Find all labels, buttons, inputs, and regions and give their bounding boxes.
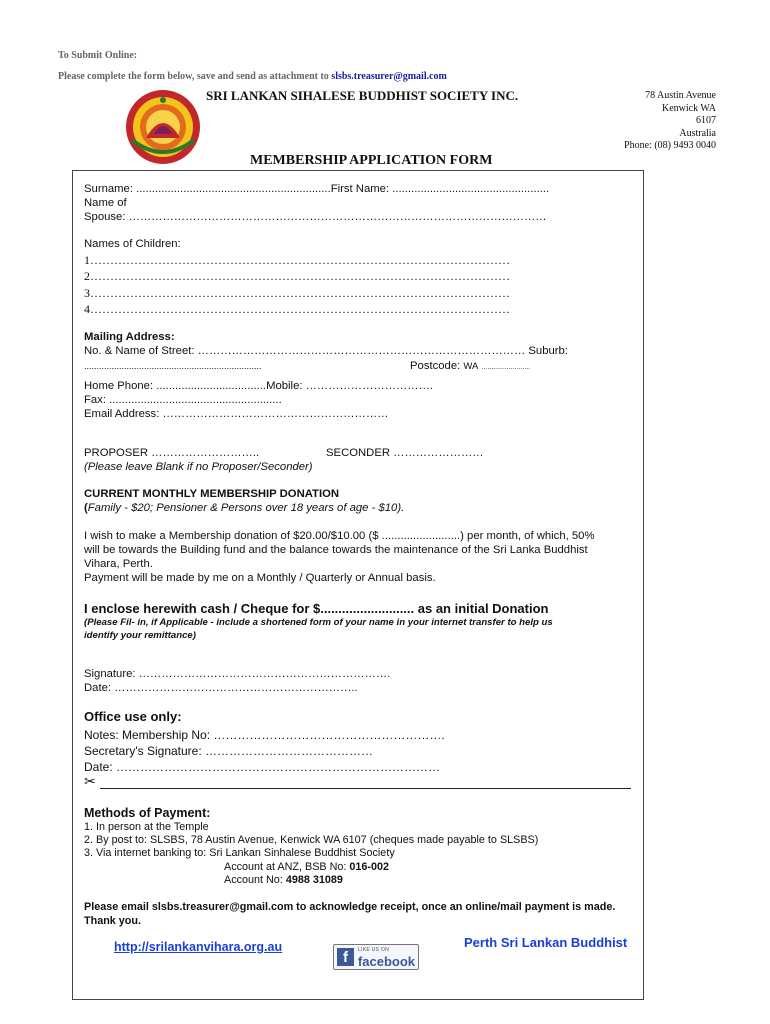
- address-line: Australia: [679, 127, 716, 139]
- form-title: MEMBERSHIP APPLICATION FORM: [250, 153, 493, 168]
- submit-online-heading: To Submit Online:: [58, 50, 138, 61]
- perth-society-link[interactable]: Perth Sri Lankan Buddhist: [464, 935, 628, 950]
- suburb-dots-field[interactable]: .......................................................................: [84, 361, 262, 371]
- donation-paragraph-line-1[interactable]: I wish to make a Membership donation of $20.00/$10.00 ($ .........................) per month, of which, 50%: [84, 530, 595, 542]
- donation-heading: CURRENT MONTHLY MEMBERSHIP DONATION: [84, 488, 340, 500]
- postcode-label: Postcode:: [410, 360, 461, 372]
- child-1-field[interactable]: 1……………………………………………………………………………………………: [84, 253, 510, 267]
- email-receipt-note: Please email slsbs.treasurer@gmail.com to acknowledge receipt, once an online/mail payment is made.: [84, 901, 616, 913]
- child-2-field[interactable]: 2……………………………………………………………………………………………: [84, 269, 510, 283]
- office-date-field[interactable]: Date: ………………………………………………………………………: [84, 760, 441, 774]
- secretary-signature-field[interactable]: Secretary's Signature: ……………………………………: [84, 744, 374, 758]
- spouse-label: Name of: [84, 197, 127, 209]
- remittance-note-line-2: identify your remittance): [84, 630, 196, 641]
- seconder-field[interactable]: SECONDER ……………………: [326, 447, 484, 459]
- child-3-field[interactable]: 3……………………………………………………………………………………………: [84, 286, 510, 300]
- website-link[interactable]: http://srilankanvihara.org.au: [114, 940, 283, 954]
- email-address-field[interactable]: Email Address: ……………………………………………………: [84, 408, 389, 420]
- child-4-field[interactable]: 4……………………………………………………………………………………………: [84, 302, 510, 316]
- address-line: 6107: [696, 115, 716, 127]
- signature-field[interactable]: Signature: ………………………………………………………….: [84, 668, 391, 680]
- payment-method-item: 3. Via internet banking to: Sri Lankan Sinhalese Buddhist Society: [84, 847, 395, 859]
- facebook-text: [358, 946, 415, 968]
- organisation-name: SRI LANKAN SIHALESE BUDDHIST SOCIETY INC.: [206, 88, 519, 103]
- scissors-icon: ✂: [84, 773, 96, 789]
- mailing-address-heading: Mailing Address:: [84, 331, 175, 343]
- surname-firstname-field[interactable]: Surname: ..............................................................First Name: ..................................................: [84, 183, 550, 195]
- bsb-line: [224, 861, 389, 873]
- bsb-label: Account at ANZ, BSB No:: [224, 861, 350, 873]
- postcode-dots: .........................: [481, 364, 531, 371]
- account-line: [224, 874, 343, 886]
- rates-open-paren: (: [84, 502, 88, 514]
- address-line: Kenwick WA: [662, 102, 716, 114]
- street-suburb-field[interactable]: No. & Name of Street: …………………………………………………………………………… Suburb:: [84, 345, 568, 357]
- signature-date-field[interactable]: Date: ………………………………………………………..: [84, 682, 358, 694]
- facebook-like-button[interactable]: [333, 944, 419, 970]
- account-label: Account No:: [224, 874, 286, 886]
- facebook-wordmark: facebook: [357, 954, 415, 969]
- remittance-note-line-1: (Please Fil- in, if Applicable - include a shortened form of your name in your internet transfer to help us: [84, 617, 553, 628]
- spouse-field[interactable]: Spouse: …………………………………………………………………………………………………: [84, 211, 547, 223]
- payment-methods-heading: Methods of Payment:: [84, 806, 211, 820]
- cut-line: [100, 788, 631, 789]
- proposer-note: (Please leave Blank if no Proposer/Seconder): [84, 461, 313, 473]
- society-address: [624, 90, 716, 153]
- thank-you-note: Thank you.: [84, 915, 141, 927]
- bsb-number: 016-002: [349, 861, 390, 873]
- payment-frequency-text: Payment will be made by me on a Monthly / Quarterly or Annual basis.: [84, 572, 436, 584]
- membership-no-field[interactable]: Notes: Membership No: ………………………………………………….: [84, 728, 445, 742]
- donation-paragraph-line-2: will be towards the Building fund and the balance towards the maintenance of the Sri Lanka Buddhist: [84, 544, 588, 556]
- children-label: Names of Children:: [84, 238, 181, 250]
- proposer-field[interactable]: PROPOSER ………………………..: [84, 447, 260, 459]
- office-use-heading: Office use only:: [84, 709, 182, 724]
- address-line: 78 Austin Avenue: [645, 90, 716, 101]
- payment-method-item: 1. In person at the Temple: [84, 821, 209, 833]
- postcode-value: WA: [463, 361, 479, 372]
- address-phone: Phone: (08) 9493 0040: [624, 140, 716, 152]
- postcode-field[interactable]: [410, 360, 530, 372]
- facebook-icon: f: [337, 948, 354, 966]
- submit-instructions: [58, 71, 447, 82]
- donation-rates: [84, 502, 404, 514]
- payment-method-item: 2. By post to: SLSBS, 78 Austin Avenue, Kenwick WA 6107 (cheques made payable to SLSBS): [84, 834, 539, 846]
- fax-field[interactable]: Fax: .......................................................: [84, 394, 282, 406]
- home-phone-mobile-field[interactable]: Home Phone: ...................................Mobile: …………………………….: [84, 380, 434, 392]
- facebook-like-us-label: LIKE US ON: [357, 947, 389, 953]
- instruction-text: Please complete the form below, save and send as attachment to: [58, 71, 332, 82]
- account-number: 4988 31089: [285, 874, 343, 886]
- rates-text: Family - $20; Pensioner & Persons over 18 years of age - $10).: [87, 502, 405, 514]
- donation-paragraph-line-3: Vihara, Perth.: [84, 558, 153, 570]
- instruction-email-link[interactable]: slsbs.treasurer@gmail.com: [331, 71, 447, 82]
- initial-donation-field[interactable]: I enclose herewith cash / Cheque for $.......................... as an initial Donation: [84, 601, 549, 616]
- society-logo-emblem: [124, 88, 202, 166]
